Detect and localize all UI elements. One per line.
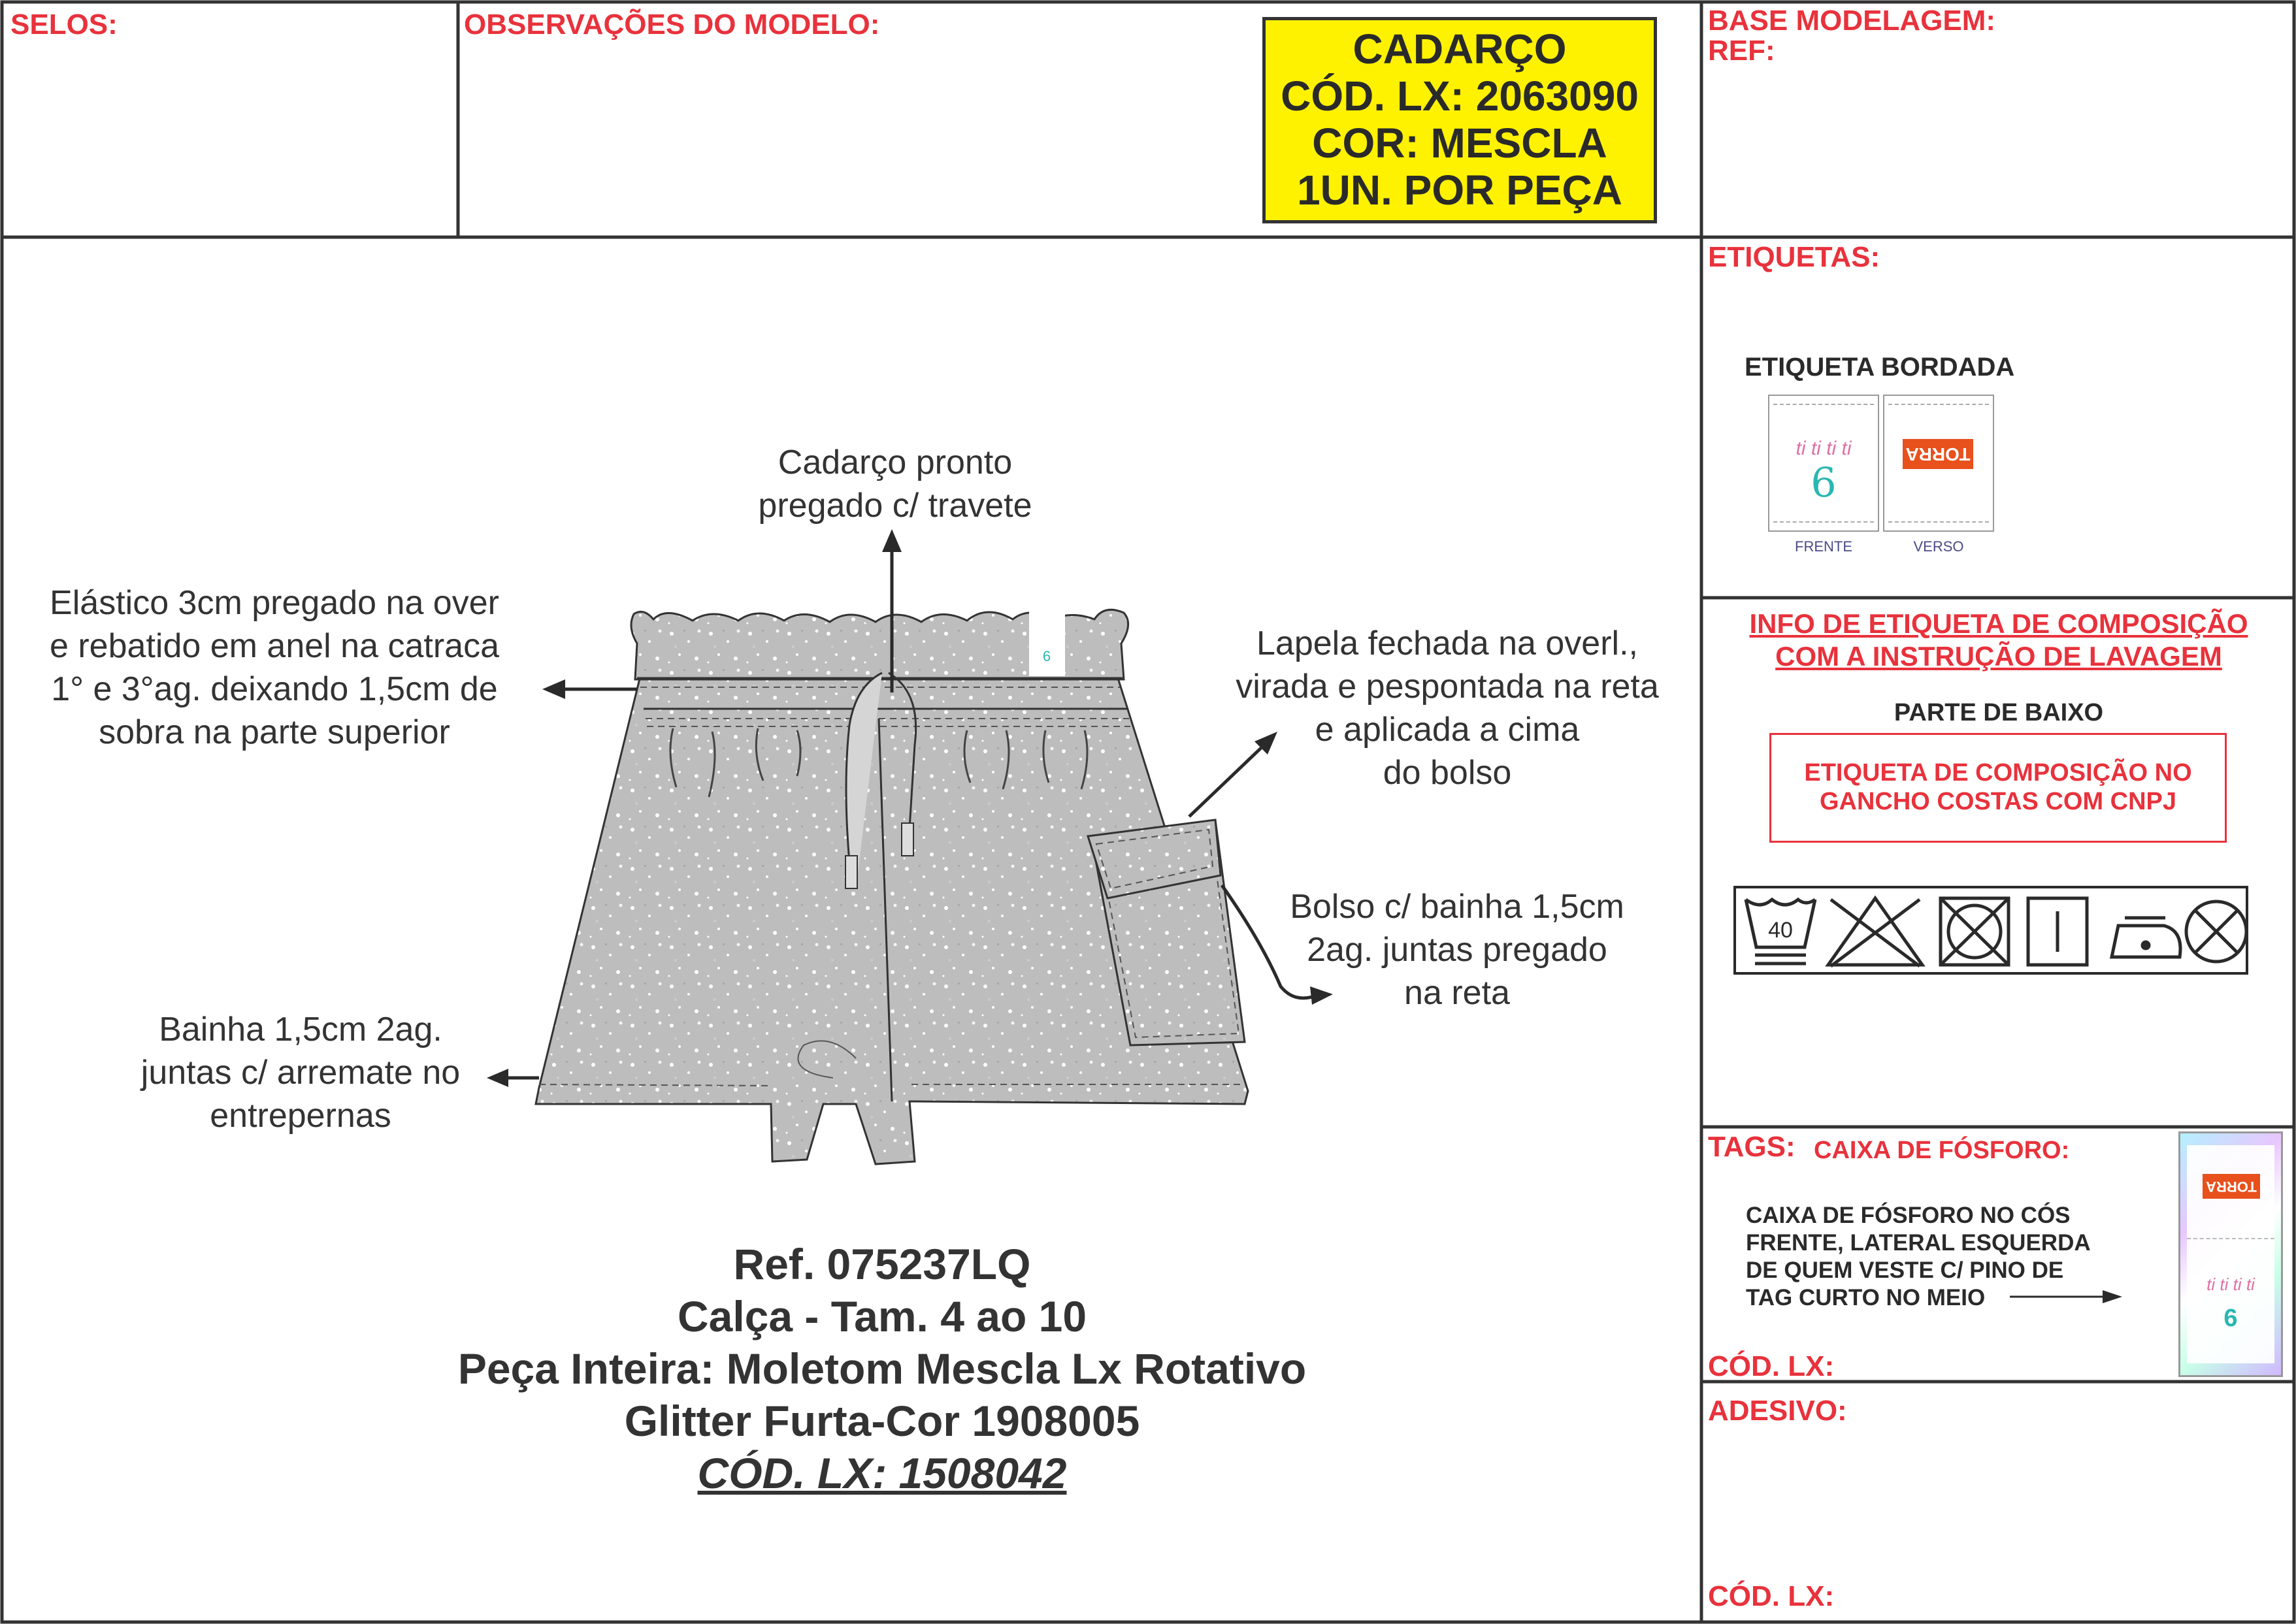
composicao-title (1708, 608, 2289, 673)
torra-logo: TORRA (1903, 439, 1973, 469)
adesivo-title: ADESIVO: (1708, 1395, 1847, 1427)
product-code: CÓD. LX: 1508042 (697, 1449, 1067, 1497)
annotation-bolso-line3: na reta (1404, 974, 1510, 1012)
tag-desc-line4: TAG CURTO NO MEIO (1746, 1285, 1986, 1310)
tag-brand-text: ti ti ti ti (2206, 1275, 2255, 1294)
annotation-bainha (105, 1008, 497, 1137)
product-name: Calça - Tam. 4 ao 10 (677, 1292, 1087, 1340)
annotation-elastico-line4: sobra na parte superior (99, 713, 450, 751)
product-glitter: Glitter Furta-Cor 1908005 (624, 1397, 1140, 1445)
label-back (1883, 395, 1994, 532)
cadarco-quantity: 1UN. POR PEÇA (1297, 167, 1622, 214)
annotation-bainha-line1: Bainha 1,5cm 2ag. (159, 1011, 442, 1048)
annotation-cadarco-line2: pregado c/ travete (758, 487, 1032, 525)
annotation-lapela (1202, 622, 1692, 794)
annotation-lapela-line4: do bolso (1383, 754, 1512, 792)
etiqueta-bordada-label: ETIQUETA BORDADA (1745, 353, 2015, 382)
composicao-box (1769, 733, 2227, 843)
annotation-bolso-line1: Bolso c/ bainha 1,5cm (1290, 888, 1624, 926)
cadarco-color: COR: MESCLA (1312, 120, 1607, 167)
annotation-bainha-line3: entrepernas (210, 1097, 391, 1135)
cadarco-code: CÓD. LX: 2063090 (1281, 73, 1639, 120)
tag-size: 6 (2223, 1305, 2238, 1332)
product-ref: Ref. 075237LQ (733, 1240, 1031, 1288)
selos-label: SELOS: (10, 8, 118, 41)
product-info (327, 1238, 1437, 1499)
annotation-cadarco (693, 441, 1098, 527)
cadarco-title: CADARÇO (1353, 25, 1567, 73)
parte-de-baixo-label: PARTE DE BAIXO (1894, 699, 2104, 726)
base-modelagem-label: BASE MODELAGEM: (1708, 5, 1995, 37)
tags-title: TAGS: (1708, 1131, 1796, 1163)
tag-torra-logo: TORRA (2203, 1174, 2260, 1199)
label-back-caption: VERSO (1913, 538, 1964, 555)
ref-label: REF: (1708, 35, 1775, 67)
etiquetas-title: ETIQUETAS: (1708, 241, 1880, 273)
label-front (1768, 395, 1879, 532)
wash-temp-text: 40 (1768, 918, 1793, 943)
tags-cod-label: CÓD. LX: (1708, 1350, 1835, 1382)
annotation-lapela-line3: e aplicada a cima (1315, 711, 1580, 749)
composicao-box-line2: GANCHO COSTAS COM CNPJ (1819, 788, 2177, 815)
annotation-bolso (1235, 885, 1679, 1015)
care-symbols (1733, 885, 2249, 975)
tag-desc-line2: FRENTE, LATERAL ESQUERDA (1746, 1230, 2091, 1256)
tag-desc-line1: CAIXA DE FÓSFORO NO CÓS (1746, 1203, 2071, 1228)
observacoes-label: OBSERVAÇÕES DO MODELO: (464, 8, 880, 41)
composicao-box-line1: ETIQUETA DE COMPOSIÇÃO NO (1804, 759, 2192, 787)
tag-desc-line3: DE QUEM VESTE C/ PINO DE (1746, 1258, 2064, 1283)
caixa-fosforo-label: CAIXA DE FÓSFORO: (1814, 1137, 2070, 1164)
annotation-bainha-line2: juntas c/ arremate no (140, 1054, 461, 1092)
tag-arrow (2007, 1287, 2125, 1307)
annotation-lapela-line2: virada e pespontada na reta (1236, 668, 1659, 706)
composicao-title-line1: INFO DE ETIQUETA DE COMPOSIÇÃO (1749, 608, 2248, 639)
annotation-lapela-line1: Lapela fechada na overl., (1256, 625, 1638, 662)
annotation-elastico-line2: e rebatido em anel na catraca (50, 627, 499, 665)
annotation-cadarco-line1: Cadarço pronto (778, 444, 1013, 481)
label-front-size: 6 (1811, 459, 1837, 506)
adesivo-cod-label: CÓD. LX: (1708, 1580, 1835, 1612)
matchbox-tag (2178, 1131, 2283, 1377)
label-front-caption: FRENTE (1795, 538, 1852, 555)
annotation-elastico-line3: 1° e 3°ag. deixando 1,5cm de (51, 670, 498, 708)
product-fabric: Peça Inteira: Moletom Mescla Lx Rotativo (457, 1344, 1307, 1393)
svg-text:6: 6 (1042, 648, 1051, 664)
annotation-bolso-line2: 2ag. juntas pregado (1307, 931, 1607, 969)
annotation-elastico-line1: Elástico 3cm pregado na over (50, 584, 499, 622)
annotation-elastico (13, 581, 536, 754)
label-front-brand: ti ti ti ti (1796, 438, 1852, 459)
composicao-title-line2: COM A INSTRUÇÃO DE LAVAGEM (1775, 641, 2222, 672)
